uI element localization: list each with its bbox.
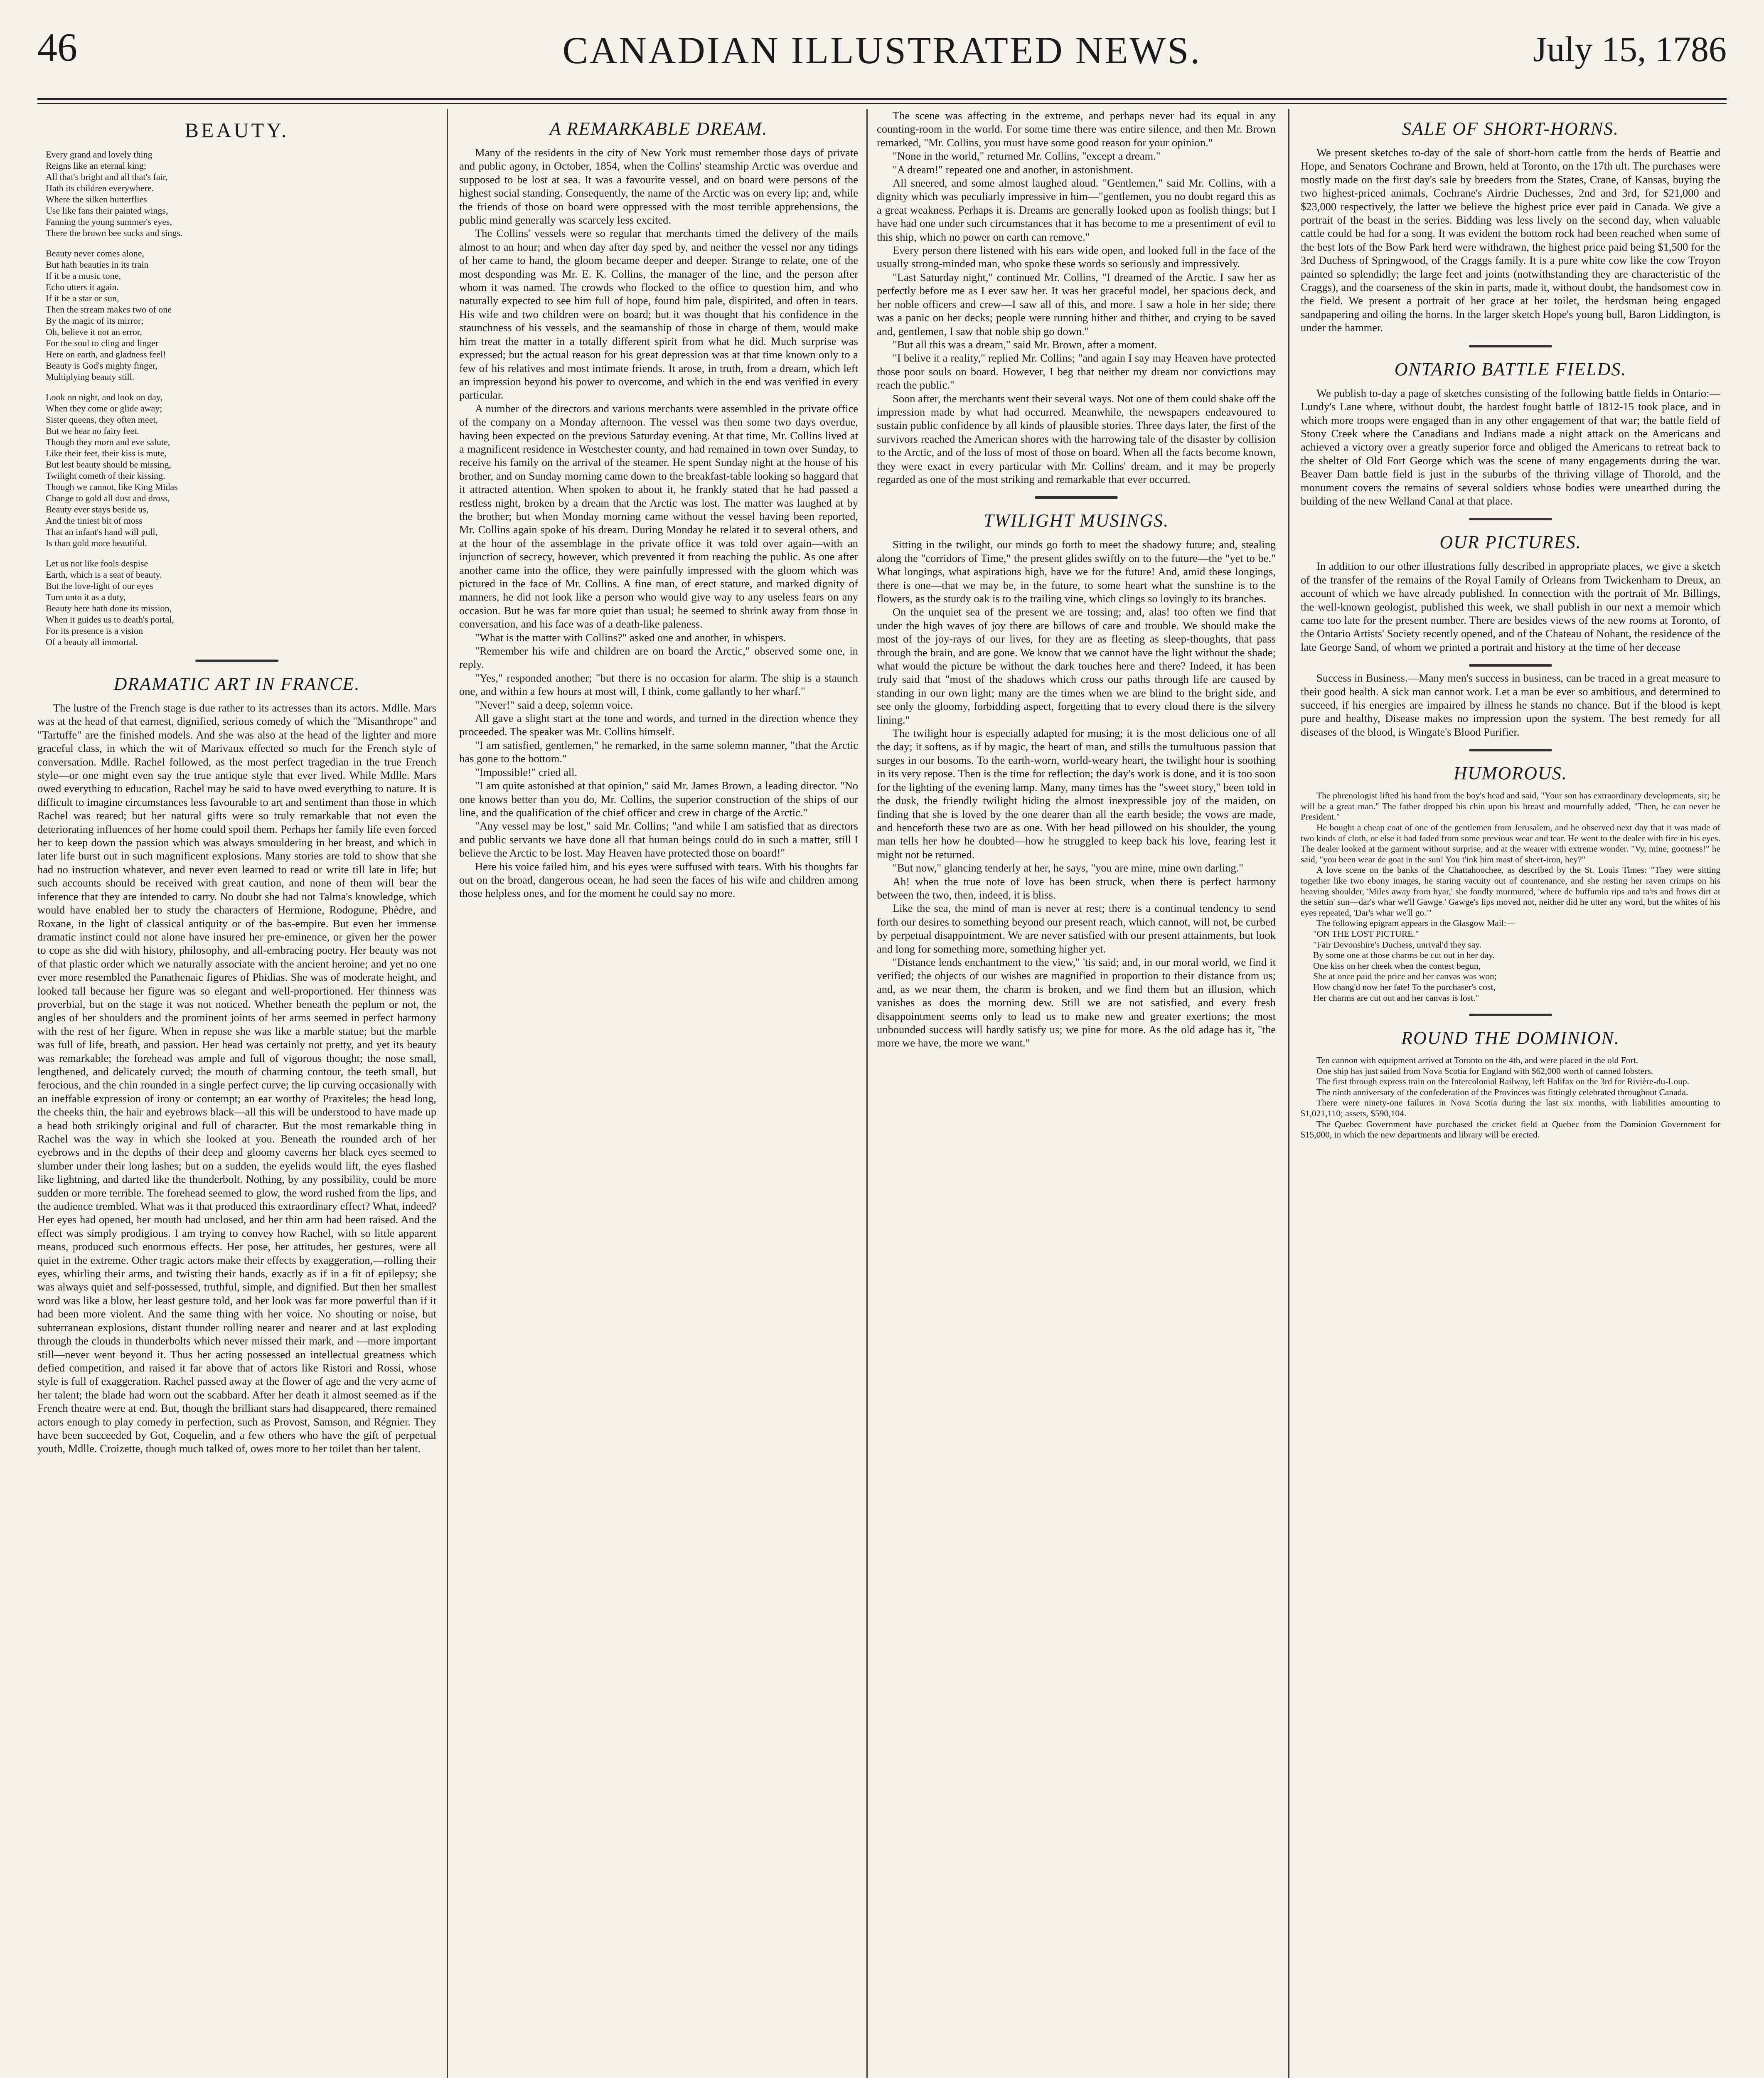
article-paragraph: "What is the matter with Collins?" asked one and another, in whispers. [475,631,786,644]
article-paragraph: "A dream!" repeated one and another, in astonishment. [893,163,1134,176]
dominion-article [1301,1055,1720,1140]
article-paragraph: The Collins' vessels were so regular that merchants timed the delivery of the mails almost to an hour; and when day after day sped by, and neither the vessel nor any tidings of her came to hand, the gloom became deeper and deeper. Strange to relate, one of the most desponding was Mr. E. K. Collins, the manager of the line, and the person after whom it was named. The crowds who flocked to the office to question him, and who naturally expected to see him full of hope, found him pale, dispirited, and often in tears. His wife and two children were on board; but it was thought that his confidence in the staunchness of his vessels, and the seamanship of those in charge of them, would make him treat the matter in a totally different spirit from what he did. Much surprise was expressed; but the actual reason for his great depression was at that time known only to a few of his relatives and most intimate friends. It arose, in truth, from a dream, which left an impression beyond his power to overcome, and which in the end was verified in every particular. [459,227,858,401]
epigram: "ON THE LOST PICTURE." "Fair Devonshire's Duchess, unrival'd they say. By some one at those charms be cut out in her day. One kiss on her cheek when the contest begun, She at once paid the price and her canvas was won; How chang'd now her fate! To the purchaser's cost, Her charms are cut out and her canvas is lost." [1313,928,1497,1003]
dream-heading: A REMARKABLE DREAM. [549,118,768,139]
article-paragraph: Ah! when the true note of love has been struck, when there is perfect harmony between the two, then, indeed, it is bliss. [877,875,1276,901]
dramatic-art-heading: DRAMATIC ART IN FRANCE. [113,674,360,694]
pictures-heading: OUR PICTURES. [1439,532,1582,553]
article-paragraph: One ship has just sailed from Nova Scotia for England with $62,000 worth of canned lobsters. [1316,1066,1653,1076]
article-paragraph: In addition to our other illustrations fully described in appropriate places, we give a sketch of the transfer of the remains of the Royal Family of Orleans from Twickenham to Dreux, an account of which we have already published. In connection with the portrait of Mr. Billings, the well-known geologist, published this week, we shall publish in our next a memoir which came too late for the present number. There are besides views of the new rooms at Toronto, of the Ontario Artists' Society recently opened, and of the Chateau of Nohant, the residence of the late George Sand, of whom we printed a portrait and history at the time of her decease [1301,560,1720,653]
article-paragraph: "But now," glancing tenderly at her, he says, "you are mine, mine own darling." [893,862,1244,874]
section-separator [1301,746,1720,753]
article-paragraph: All gave a slight start at the tone and words, and turned in the direction whence they proceeded. The speaker was Mr. Collins himself. [459,712,858,738]
poem-stanza: Beauty never comes alone, But hath beauties in its train If it be a music tone, Echo utters it again. If it be a star or sun, Then the stream makes two of one By the magic of its mirror; Oh, believe it not an error, For the soul to cling and linger Here on earth, and gladness feel! Beauty is God's mighty finger, Multiplying beauty still. [46,248,172,382]
dominion-heading: ROUND THE DOMINION. [1401,1028,1620,1049]
article-paragraph: Ten cannon with equipment arrived at Toronto on the 4th, and were placed in the old Fort. [1316,1055,1638,1066]
shorthorns-heading: SALE OF SHORT-HORNS. [1402,118,1619,139]
beauty-poem [37,149,436,648]
ontario-heading: ONTARIO BATTLE FIELDS. [1394,359,1627,379]
twilight-heading: TWILIGHT MUSINGS. [983,510,1169,531]
column-divider [866,109,868,2078]
section-separator [1301,1011,1720,1018]
section-separator [37,657,436,664]
article-paragraph: "Never!" said a deep, solemn voice. [475,698,633,711]
article-paragraph: "Last Saturday night," continued Mr. Collins, "I dreamed of the Arctic. I saw her as perfectly before me as I ever saw her. It was her graceful model, her spacious deck, and her noble officers and crew—I saw all of this, and more. I saw a hole in her side; there was a panic on her decks; people were running hither and thither, and crying to be saved and, gentlemen, I saw that noble ship go down." [877,271,1276,337]
dream-article-continued [877,109,1276,486]
page-number: 46 [37,25,77,69]
article-paragraph: Sitting in the twilight, our minds go forth to meet the shadowy future; and, stealing along the "corridors of Time," the present glides swiftly on to the future—the "yet to be." What longings, what aspirations high, have we for the future! And, amid these longings, there is one—that we may be, in the future, to some heart what the sunshine is to the flowers, as the sturdy oak is to the trailing vine, which clings so lovingly to its branches. [877,538,1276,605]
column-4 [1301,109,1720,2078]
article-paragraph: "Impossible!" cried all. [475,766,578,778]
issue-date: July 15, 1786 [1533,29,1727,69]
article-paragraph: Many of the residents in the city of New York must remember those days of private and public agony, in October, 1854, when the Collins' steamship Arctic was overdue and supposed to be lost at sea. It was a favourite vessel, and on board were persons of the highest social standing. Consequently, the name of the Arctic was on every lip; and, while the friends of those on board were oppressed with the most terrible apprehensions, the public mind generally was scarcely less excited. [459,146,858,227]
article-paragraph: Soon after, the merchants went their several ways. Not one of them could shake off the impression made by what had occurred. Meanwhile, the newspapers endeavoured to sustain public confidence by all kinds of plausible stories. Three days later, the first of the survivors reached the American shores with the harrowing tale of the disaster by collision to the Arctic, and of the loss of most of those on board. When all the facts become known, they were exact in every particular with Mr. Collins' dream, and it may be properly regarded as one of the most striking and remarkable that ever occurred. [877,392,1276,485]
poem-stanza: Every grand and lovely thing Reigns like an eternal king; All that's bright and all that's fair, Hath its children everywhere. Where the silken butterflies Use like fans their painted wings, Fanning the young summer's eyes, There the brown bee sucks and sings. [46,149,183,238]
column-divider [447,109,448,2078]
masthead [37,20,1727,74]
shorthorns-article [1301,146,1720,335]
humorous-heading: HUMOROUS. [1454,763,1567,784]
article-paragraph: There were ninety-one failures in Nova Scotia during the last six months, with liabilities amounting to $1,021,110; assets, $590,104. [1301,1098,1720,1119]
article-paragraph: He bought a cheap coat of one of the gentlemen from Jerusalem, and he observed next day that it was made of two kinds of cloth, or else it had faded from some previous wear and tear. He went to the dealer with fire in his eyes. The dealer looked at the garment without surprise, and at the wearer with extreme wonder. "Vy, mine, gootness!" he said, "you been wear de goat in the sun! You t'ink him mast of sheet-iron, hey?" [1301,822,1720,864]
article-paragraph: The scene was affecting in the extreme, and perhaps never had its equal in any counting-room in the world. For some time there was entire silence, and then Mr. Brown remarked, "Mr. Collins, you must have some good reason for your opinion." [877,109,1276,149]
ontario-article [1301,387,1720,508]
pictures-article [1301,559,1720,654]
article-paragraph: Success in Business.—Many men's success in business, can be traced in a great measure to their good health. A sick man cannot work. Let a man be ever so ambitious, and determined to succeed, if his energies are impaired by illness he stands no chance. But if the blood is kept pure and healthy, Disease makes no impression upon the system. The best remedy for all diseases of the blood, is Wingate's Blood Purifier. [1301,672,1720,738]
article-paragraph: Here his voice failed him, and his eyes were suffused with tears. With his thoughts far out on the broad, dangerous ocean, he had seen the faces of his wife and children among those helpless ones, and for the moment he could say no more. [459,860,858,900]
section-separator [877,493,1276,501]
poem-stanza: Let us not like fools despise Earth, which is a seat of beauty. But the love-light of our eyes Turn unto it as a duty, Beauty here hath done its mission, When it guides us to death's portal, For its presence is a vision Of a beauty all immortal. [46,558,174,647]
newspaper-title: CANADIAN ILLUSTRATED NEWS. [562,29,1202,71]
article-paragraph: "Any vessel may be lost," said Mr. Collins; "and while I am satisfied that as directors and public servants we have done all that human beings could do in such a matter, still I believe the Arctic to be lost. May Heaven have protected those on board!" [459,820,858,859]
article-paragraph: The phrenologist lifted his hand from the boy's head and said, "Your son has extraordinary developments, sir; he will be a great man." The father dropped his chin upon his breast and mournfully added, "Then, he can never be President." [1301,790,1720,822]
article-paragraph: Like the sea, the mind of man is never at rest; there is a continual tendency to send forth our desires to something beyond our present reach, which cannot, will not, be curbed by perpetual disappointment. We are never satisfied with our present attainments, but look and long for something more, something higher yet. [877,902,1276,955]
section-separator [1301,661,1720,669]
section-separator [1301,515,1720,522]
article-paragraph: On the unquiet sea of the present we are tossing; and, alas! too often we find that under the high waves of joy there are billows of care and trouble. We should make the most of the joy-rays of our lives, for they are as fleeting as sleep-thoughts, that pass through the brain, and are gone. We know that we cannot have the light without the shade; what would the picture be without the dark touches here and there? Indeed, it has been truly said that "most of the shadows which cross our paths through life are caused by standing in our own light; many are the times when we are blind to the bright side, and see only the gloomy, forbidding aspect, forgetting that to every cloud there is the silvery lining." [877,606,1276,726]
article-paragraph: "I am quite astonished at that opinion," said Mr. James Brown, a leading director. "No one knows better than you do, Mr. Collins, the superior construction of the ships of our line, and the qualification of the chief officer and crew in charge of the Arctic." [459,779,858,819]
article-paragraph: "Distance lends enchantment to the view," 'tis said; and, in our moral world, we find it verified; the objects of our wishes are magnified in proportion to their distance from us; and, as we near them, the charm is broken, and we find them but an illusion, which vanishes as does the morning dew. Still we are not satisfied, and every fresh disappointment seems only to lead us to make new and greater exertions; the most unbounded success will hardly satisfy us; we pine for more. As the old adage has it, "the more we have, the more we want." [877,955,1276,1049]
article-paragraph: The Quebec Government have purchased the cricket field at Quebec from the Dominion Government for $15,000, in which the new departments and library will be erected. [1301,1119,1720,1140]
article-paragraph: "Yes," responded another; "but there is no occasion for alarm. The ship is a staunch one, and within a few hours at most will, I think, come gallantly to her wharf." [459,671,858,698]
masthead-rule [37,98,1727,100]
article-paragraph: The twilight hour is especially adapted for musing; it is the most delicious one of all the day; it softens, as if by magic, the heart of man, and stills the tumultuous passion that surges in our bosoms. To the earth-worn, world-weary heart, the twilight hour is soothing in its very repose. Then is the time for reflection; the day's work is done, and it is too soon for the lighting of the evening lamp. Many, many times has the "sweet story," been told in the dusk, the friendly twilight hiding the almost inexpressible joy of the maiden, on finding that she is loved by the one dearer than all the earth beside; the vows are made, and henceforth these two are as one. With her head pillowed on his shoulder, the young man tells her how he doubted—how he struggled to keep back his love, fearing lest it might not be returned. [877,727,1276,861]
article-paragraph: We present sketches to-day of the sale of short-horn cattle from the herds of Beattie and Hope, and Senators Cochrane and Brown, held at Toronto, on the 17th ult. The purchases were mostly made on the first day's sale by breeders from the States, Crane, of Kansas, buying the two highest-priced animals, Cochrane's Airdrie Duchesses, 2nd and 3rd, for $21,000 and $23,000 respectively, the latter we believe the highest price ever paid in Canada. We give a portrait of the beast in the series. Bidding was less lively on the second day, when valuable cattle could be had for a song. It was evident the bottom rock had been reached when some of the best lots of the Bow Park herd were withdrawn, the highest price paid being $1,500 for the 3rd Duchess of Springwood, of the Craggs family. It is a pure white cow like the cow Troyon painted so splendidly; the large feet and joints (notwithstanding they are characteristic of the Craggs), and the coarseness of the skin in parts, made it, without doubt, the handsomest cow in the field. We present a portrait of her grace at her toilet, the herdsman being engaged sandpapering and oiling the horns. In the larger sketch Hope's young bull, Baron Liddington, is under the hammer. [1301,146,1720,334]
article-paragraph: The following epigram appears in the Glasgow Mail:— [1316,918,1516,928]
article-paragraph: The first through express train on the Intercolonial Railway, left Halifax on the 3rd for Rivière-du-Loup. [1316,1076,1690,1087]
article-paragraph: The lustre of the French stage is due rather to its actresses than its actors. Mdlle. Mars was at the head of that earnest, dignified, serious comedy of which the "Misanthrope" and "Tartuffe" are the finished models. And she was also at the head of the lighter and more graceful class, in which the wit of Marivaux effected so much for the French style of conversation. Mdlle. Rachel followed, as the most perfect tragedian in the true French style—or one might even say the true antique style that ever lived. While Mdlle. Mars owed everything to education, Rachel may be said to have owed everything to nature. It is difficult to imagine circumstances less favourable to art and sentiment than those in which Rachel was reared; but her natural gifts were so truly remarkable that not even the deteriorating influences of her home could spoil them. Perhaps her family life even forced her to keep down the passion which was always smouldering in her breast, and which in later life burst out in such magnificent explosions. Many stories are told to show that she had no instruction whatever, and never even learned to read or write till late in life; but such accounts should be received with great caution, and none of them will bear the inference that they are intended to carry. No doubt she had not Talma's knowledge, which would have enabled her to study the characters of Hermione, Rodogune, Phèdre, and Roxane, in the light of classical antiquity or of the bas-empire. But even her immense dramatic instinct could not alone have insured her pre-eminence, or given her the power to cope as she did with history, philosophy, and all-embracing poetry. Her beauty was not of that plastic order which we naturally associate with the ancient heroine; and yet no one ever more resembled the Panathenaic figures of Phidias. She was of moderate height, and looked tall because her figure was so elegant and well-proportioned. Her thinness was proverbial, but on the stage it was not noticed. Whether beneath the peplum or not, the angles of her shoulders and the prominent joints of her arms seemed in perfect harmony with the rest of her figure. When in repose she was like a marble statue; but the marble was full of life, breath, and passion. Her head was certainly not pretty, and yet its beauty was remarkable; the forehead was ample and full of vigorous thought; the nose small, lengthened, and delicately curved; the mouth of charming contour, the teeth small, but ferocious, and the chin rounded in a single perfect curve; the lip curving occasionally with an ineffable expression of irony or contempt; an ear worthy of Praxiteles; the head long, the cheeks thin, the hair and eyebrows black—all this will be understood to have made up a head both strikingly original and full of character. But the most remarkable thing in Rachel was the way in which she looked at you. Beneath the rounded arch of her eyebrows and in the depths of their deep and gloomy caverns her black eyes seemed to slumber under their long lashes; but on a sudden, the eyelids would lift, the eyes flashed like lightning, and darted like the thunderbolt. Nothing, by any possibility, could be more sudden or more terrible. The forehead seemed to glow, the word rushed from the lips, and the audience trembled. What was it that produced this extraordinary effect? What, indeed? Her eyes had opened, her mouth had unclosed, and her thin arm had been raised. And the effect was simply prodigious. I am trying to convey how Rachel, with so little apparent means, produced such enormous effects. Her pose, her attitudes, her gestures, were all quiet in the extreme. Other tragic actors make their effects by exaggeration,—rolling their eyes, whirling their arms, and twisting their hands, exactly as if in a fit of epilepsy; she was always quiet and self-possessed, truthful, simple, and dignified. But then her smallest word was like a blow, her least gesture told, and her look was far more powerful than if it had been more violent. And the same thing with her voice. No shouting or noise, but subterranean explosions, distant thunder rolling nearer and nearer and at last exploding through the clouds in thunderbolts which never missed their mark, and —more important still—never went beyond it. Thus her acting possessed an intellectual greatness which defied competition, and raised it far above that of actors like Ristori and Rossi, whose style is full of exaggeration. Rachel passed away at the flower of age and the very acme of her talent; the blade had worn out the scabbard. After her death it almost seemed as if the French theatre were at end. But, though the brilliant stars had disappeared, there remained actors enough to play comedy in perfection, such as Provost, Samson, and Régnier. They have been succeeded by Got, Coquelin, and a few others who have the gift of perpetual youth, Mdlle. Croizette, though much talked of, owes more to her toilet than her talent. [37,702,436,1455]
masthead-rule-thin [37,103,1727,104]
poem-stanza: Look on night, and look on day, When they come or glide away; Sister queens, they often meet, But we hear no fairy feet. Though they morn and eve salute, Like their feet, their kiss is mute, But lest beauty should be missing, Twilight cometh of their kissing. Though we cannot, like King Midas Change to gold all dust and dross, Beauty ever stays beside us, And the tiniest bit of moss That an infant's hand will pull, Is than gold more beautiful. [46,392,178,548]
article-paragraph: "I am satisfied, gentlemen," he remarked, in the same solemn manner, "that the Arctic has gone to the bottom." [459,739,858,765]
article-paragraph: Every person there listened with his ears wide open, and looked full in the face of the usually strong-minded man, who spoke these words so seriously and impressively. [877,244,1276,270]
success-notice [1301,671,1720,739]
column-1 [37,109,436,2078]
article-paragraph: "None in the world," returned Mr. Collins, "except a dream." [893,150,1161,162]
article-paragraph: "I belive it a reality," replied Mr. Collins; "and again I say may Heaven have protected those poor souls on board. However, I beg that neither my dream nor convictions may reach the public." [877,352,1276,391]
article-paragraph: A love scene on the banks of the Chattahoochee, as described by the St. Louis Times: "They were sitting together like two ebony images, he staring vacuity out of countenance, and she resting her raven crimps on his heaving shoulder, 'Miles away from hyar,' she fondly murmured, 'where de buffumlo rips and ta'rs and frows dirt at the settin' sun—dar's whar we'll Gawge.' Gawge's lips moved not, neither did he utter any word, but the whites of his eyes repeated, 'Dar's whar we'll go.'" [1301,865,1720,918]
dream-article [459,146,858,900]
column-divider [1288,109,1289,2078]
article-paragraph: A number of the directors and various merchants were assembled in the private office of the company on a Monday afternoon. The vessel was then some two days overdue, having been expected on the previous Saturday evening. At that time, Mr. Collins lived at a magnificent residence in Westchester county, and had remained in town over Sunday, to receive his family on the arrival of the steamer. He spent Sunday night at the house of his brother, and on Sunday morning came down to the breakfast-table looking so haggard that it attracted attention. When spoken to about it, he frankly stated that he had passed a restless night, broken by a dream that the Arctic was lost. The matter was laughed at by the brother; but when Monday morning came without the vessel having been reported, Mr. Collins again spoke of his dream. During Monday he related it to several others, and at the hour of the assemblage in the private office it was told over again—with an injunction of secrecy, however, which prevented it from reaching the public. As one after another came into the office, they were painfully impressed with the gloom which was pictured in the face of Mr. Collins. A fine man, of erect stature, and marked dignity of manners, he did not look like a person who would give way to any useless fears on any occasion. But he was far more quiet than usual; he seemed to shrink away from those in conversation, and his face was of a death-like paleness. [459,402,858,630]
dramatic-art-article [37,701,436,1455]
column-3 [877,109,1276,2078]
article-paragraph: The ninth anniversary of the confederation of the Provinces was fittingly celebrated throughout Canada. [1316,1087,1688,1097]
article-paragraph: All sneered, and some almost laughed aloud. "Gentlemen," said Mr. Collins, with a dignity which was peculiarly impressive in him—"gentlemen, you no doubt regard this as a great weakness. Perhaps it is. Dreams are generally looked upon as foolish things; but I have had one under such circumstances that it has become to me a presentiment of evil to this ship, which no power on earth can remove." [877,177,1276,243]
humorous-article [1301,790,1720,1003]
article-paragraph: We publish to-day a page of sketches consisting of the following battle fields in Ontario:—Lundy's Lane where, without doubt, the hardest fought battle of 1812-15 took place, and in which more troops were engaged than in any other engagement of that war; the battle field of Stony Creek where the Canadians and Indians made a night attack on the Americans and achieved a victory over a greatly superior force and obliged the Americans to retreat back to the shelter of Old Fort George which was the scene of many engagements during the war. Beaver Dam battle field is just in the suburbs of the thriving village of Thorold, and the monument covers the remains of several soldiers whose bodies were unearthed during the building of the new Welland Canal at that place. [1301,387,1720,507]
article-paragraph: "Remember his wife and children are on board the Arctic," observed some one, in reply. [459,645,858,671]
column-2 [459,109,858,2078]
beauty-heading: BEAUTY. [185,118,289,142]
twilight-article [877,538,1276,1049]
article-paragraph: "But all this was a dream," said Mr. Brown, after a moment. [893,338,1157,351]
section-separator [1301,342,1720,350]
